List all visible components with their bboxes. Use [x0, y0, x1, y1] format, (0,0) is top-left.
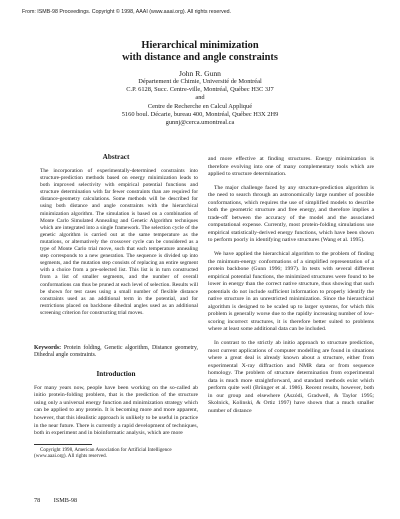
- paper-title: [0, 40, 400, 64]
- page-footer: [34, 497, 77, 504]
- abstract-text: The incorporation of experimentally-determined constraints into structure-prediction methods based on energy minimization leads to both improved selectivity with empirical potential functions and structure determination with far fewer constraints than are required for distance-geometry calculations. Some methods will be described for using both distance and angle constraints with the hierarchical minimization algorithm. The simulation is based on a combination of Monte Carlo Simulated Annealing and Genetic Algorithm techniques which are integrated into a single framework. The selection cycle of the genetic algorithm is carried out at the same temperature as the mutations, or alternatively the crossover cycle can be considered as a type of Monte Carlo trial move, such that each temperature annealing step corresponds to a new generation. The sequence is divided up into segments, and the mutation step consists of replacing an entire segment with a choice from a pre-selected list. This list is in turn constructed from a list of smaller segments, and the number of overall conformations can thus be pruned at each level of selection. Results will be shown for test cases using a small number of flexible distance constraints used as an additional term in the potential, and for restrictions placed on backbone dihedral angles used as an additional screening criterion for constructing trial moves.: [40, 168, 198, 316]
- venue-label: ISMB-98: [53, 497, 78, 504]
- affiliation-line: 5160 boul. Décarie, bureau 400, Montréal, Québec H3X 2H9: [121, 110, 279, 118]
- affiliation-line: and: [195, 94, 205, 102]
- keywords-label: Keywords:: [34, 344, 62, 351]
- body-paragraph: In contrast to the strictly ab initio approach to structure prediction, most current applications of computer modelling are found in situations where a great deal is already known about a structure, either from experimental X-ray diffraction and NMR data or from sequence homology. The problem of structure determination from experimental data is much more straightforward, and standard methods exist which perform quite well (Brünger et al. 1986). Recent results, however, both in our group and elsewhere (Aszódi, Gradwell, & Taylor 1995; Skolnick, Kolinski, & Ortiz 1997) have shown that a much smaller number of distance: [208, 340, 374, 414]
- source-line: From: ISMB-98 Proceedings. Copyright © 1998, AAAI (www.aaai.org). All rights reserved.: [22, 9, 232, 15]
- author-email: gunnj@cerca.umontreal.ca: [165, 119, 235, 127]
- keywords-text: Protein folding, Genetic algorithm, Distance geometry, Dihedral angle constraints.: [34, 344, 198, 359]
- copyright-note: Copyright 1998, American Association for Artificial Intelligence (www.aaai.org). All rights reserved.: [34, 446, 172, 459]
- title-line-1: Hierarchical minimization: [141, 40, 259, 51]
- introduction-paragraph: For many years now, people have been working on the so-called ab initio protein-folding problem, that is the prediction of the structure using only a universal energy function and minimization strategy which can be applied to any protein. It is becoming more and more apparent, however, that this idealistic approach is unlikely to be useful in practice in the near future. There is currently a rapid development of techniques, both in experiment and in bioinformatic analysis, which are more: [34, 384, 198, 437]
- left-column: [34, 150, 198, 459]
- abstract-heading: Abstract: [102, 153, 130, 161]
- footnote-rule: [34, 444, 92, 445]
- affiliation-line: C.P. 6128, Succ. Centre-ville, Montréal, Québec H3C 3J7: [126, 86, 274, 94]
- affiliation-line: Département de Chimie, Université de Montréal: [138, 78, 262, 85]
- introduction-heading: Introduction: [96, 369, 136, 378]
- body-paragraph: and more effective at finding structures. Energy minimization is therefore evolving into one of many complementary tools which are applied to structure determination.: [208, 156, 374, 178]
- body-paragraph: The major challenge faced by any structure-prediction algorithm is the need to search through an astronomically large number of possible conformations, which requires the use of simplified models to describe both the geometric structure and free energy, and therefore implies a trade-off between the accuracy of the model and the associated computational expense. Currently, most protein-folding simulations use empirical statistically-derived energy functions, which have been shown to perform poorly in identifying native structures (Wang et al. 1995).: [208, 184, 374, 244]
- author-block: [0, 69, 400, 127]
- title-line-2: with distance and angle constraints: [122, 52, 278, 63]
- author-name: John R. Gunn: [179, 69, 221, 78]
- body-paragraph: We have applied the hierarchical algorithm to the problem of finding the minimum-energy conformations of a simplified representation of a protein backbone (Gunn 1996; 1997). In tests with several different empirical potential functions, the minimized structures were found to be lower in energy than the correct native structure, thus showing that such potentials do not include sufficient information to properly identify the native structure in an unrestricted minimization. Since the hierarchical algorithm is designed to be scaled up to larger systems, for which this problem is generally worse due to the rapidly increasing number of low-scoring incorrect structures, it is therefore better suited to problems where at least some additional data can be included.: [208, 251, 374, 333]
- right-column: [208, 156, 374, 422]
- page-number: 78: [34, 497, 41, 504]
- keywords: [34, 345, 198, 360]
- affiliation-line: Centre de Recherche en Calcul Appliqué: [147, 102, 253, 110]
